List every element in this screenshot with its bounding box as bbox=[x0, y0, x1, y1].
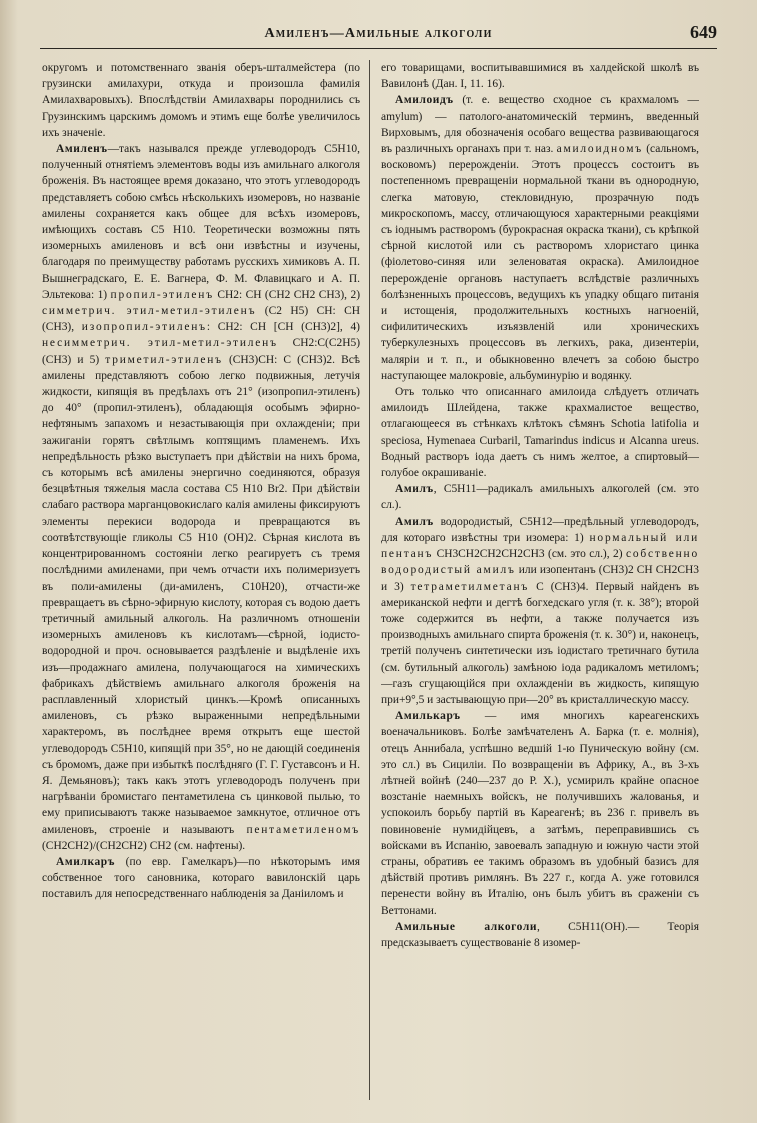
entry-text: , C5H11—радикалъ амильныхъ алкоголей (см. это сл.). bbox=[381, 483, 699, 512]
entry-text: или изопентанъ (CH3)2 CH CH2CH3 и 3) bbox=[381, 564, 699, 593]
entry-text: C (CH3)4. Первый найденъ въ американской нефти и дегтѣ богхедскаго угля (т. к. 38°); второй тоже содержится въ нефти, а также получается изъ производныхъ амильнаго спирта броженія (т. к. 30°) и, наконецъ, третій полученъ синтетически изъ іодистаго третичнаго бутила (см. бутильный алкоголь) замѣною іода радикаломъ метиломъ;—газъ сгущающійся при охлажденіи въ жидкость, кипящую при+9°,5 и застывающую при—20° въ кристаллическую массу. bbox=[381, 580, 699, 706]
headword-amilkar-carthage: Амилькаръ bbox=[395, 710, 461, 723]
entry-text: (CH3)CH: C (CH3)2. Всѣ амилены представляютъ собою легко подвижныя, летучія жидкости, кипящія въ предѣлахъ отъ 21° (изопропил-этиленъ) до 40° (пропил-этиленъ), обладающія особымъ эфирно-нефтянымъ запахомъ и незастывающія при охлажденіи; при зажиганіи горятъ свѣтлымъ коптящимъ пламенемъ. Ихъ непредѣльность рѣзко выступаетъ при дѣйствіи на нихъ брома, съ которымъ всѣ амилены энергично соединяются, образуя безцвѣтныя тяжелыя масла состава C5 H10 Br2. При дѣйствіи слабаго раствора марганцовокислаго калія амилены фиксируютъ элементы перекиси водорода и превращаются въ соотвѣтствующіе гликолы C5 H10 (OH)2. Сѣрная кислота въ концентрированномъ состояніи легко реагируетъ съ тремя послѣдними амиленами, при чемъ отчасти ихъ полимеризуетъ въ поли-амилены (ди-амиленъ, C10H20), отчасти-же превращаетъ въ сѣрно-эфирную кислоту, которая съ водою даетъ третичный амильный алкоголь. На различномъ отношеніи изомерныхъ амиленовъ къ кислотамъ—сѣрной, іодисто-водородной и проч. основывается раздѣленіе и выдѣленіе ихъ изъ—продажнаго амилена, получающагося на химическихъ фабрикахъ дѣйствіемъ амильнаго алкоголя броженія на расплавленный хлористый цинкъ.—Кромѣ описанныхъ амиленовъ, съ рѣзко выраженными непредѣльными характеромъ, въ послѣднее время открытъ еще шестой углеводородъ C5H10, кипящій при 35°, но не дающій соединенія съ бромомъ, даже при избыткѣ послѣдняго (Г. Г. Густавсонъ и Н. Я. Демьяновъ); такъ какъ этотъ углеводородъ полученъ при нагрѣваніи бромистаго пентаметилена съ цинковой пылью, то ему приписываютъ также называемое замкнутое, отличное отъ амиленовъ, строеніе и называютъ bbox=[42, 353, 360, 836]
entry-text: —такъ назывался прежде углеводородъ C5H10, полученный отнятіемъ элементовъ воды изъ амильнаго алкоголя броженія. Въ настоящее время доказано, что этотъ углеводородъ представляетъ собою смѣсь нѣсколькихъ изомеровъ, но названіе амилены сохраняется какъ общее для всѣхъ изомеровъ, имѣющихъ составъ C5 H10. Теоретически возможны пять изомерныхъ амиленовъ и всѣ они извѣстны и изучены, благодаря по преимуществу работамъ русскихъ химиковъ А. П. Вышнеградскаго, Е. Е. Вагнера, Ф. М. Флавицкаго и А. П. Эльтекова: 1) bbox=[42, 143, 360, 301]
entry-amyl-alcohols bbox=[381, 919, 699, 951]
spaced-term: пентаметиленомъ bbox=[246, 823, 360, 836]
spaced-term: симметрич. этил-метил-этиленъ bbox=[42, 305, 257, 318]
headword-amiloid: Амилоидъ bbox=[395, 94, 454, 107]
entry-text: CH3CH2CH2CH2CH3 (см. это сл.), 2) bbox=[433, 548, 626, 561]
right-column bbox=[381, 60, 699, 1105]
entry-text: , C5H11(OH).— Теорія предсказываетъ существованіе 8 изомер- bbox=[381, 920, 699, 949]
entry-amiloid bbox=[381, 92, 699, 384]
headword-amilkar: Амилкаръ bbox=[56, 855, 116, 868]
entry-amilkar bbox=[42, 854, 360, 903]
page-title: Амиленъ—Амильные алкоголи bbox=[264, 26, 493, 41]
paragraph-amilkar-continued: его товарищами, воспитывавшимися въ халдейской школѣ въ Вавилонѣ (Дан. I, 11. 16). bbox=[381, 62, 699, 91]
spaced-term: амилоидномъ bbox=[556, 143, 643, 156]
entry-text: : CH2: CH [CH (CH3)2], 4) bbox=[206, 321, 360, 334]
entry-text: водородистый, C5H12—предѣльный углеводородъ, для котораго извѣстны три изомера: 1) bbox=[381, 515, 699, 544]
entry-text: CH2:C(C2H5)(CH3) и 5) bbox=[42, 337, 360, 366]
spaced-term: собственно водородистый амилъ bbox=[381, 548, 699, 577]
entry-text: — имя многихъ кареагенскихъ военачальниковъ. Болѣе замѣчателенъ А. Барка (т. е. молнія), отецъ Аннибала, успѣшно ведшій 1-ю Пуническую войну (см. это сл.) въ Сициліи. По возвращеніи въ Африку, А., въ 3-хъ лѣтней войнѣ (240—237 до Р. Х.), усмирилъ крайне опасное возстаніе наемныхъ войскъ, не получившихъ жалованья, и успокоилъ борьбу партій въ Кареагенѣ; въ 236 г. привелъ въ повиновеніе нумидійцевъ, а затѣмъ, переправившись съ войсками въ Испанію, завоевалъ западную и южную части этой страны, обративъ ее такимъ образомъ въ удобный базисъ для дѣйствій противъ римлянъ. Въ 227 г., когда А. уже готовился перенести войну въ Италію, онъ былъ убитъ въ сраженіи съ Веттонами. bbox=[381, 710, 699, 917]
entry-text: (по евр. Гамелкаръ)—по нѣкоторымъ имя собственное того сановника, котораго вавилонскій царь поставилъ для непосредственнаго наблюденія за Даніиломъ и bbox=[42, 855, 360, 901]
spaced-term: изопропил-этиленъ bbox=[81, 321, 207, 334]
spaced-term: тетраметилметанъ bbox=[410, 580, 530, 593]
column-divider bbox=[369, 60, 370, 1100]
headword-amilen: Амиленъ bbox=[56, 143, 108, 156]
spaced-term: пропил-этиленъ bbox=[110, 288, 214, 301]
chemical-formula: (CH2CH2)/(CH2CH2) CH2 (см. нафтены). bbox=[42, 839, 246, 852]
entry-text: (C2 H5) CH: CH (CH3), bbox=[42, 305, 360, 334]
entry-amilen bbox=[42, 141, 360, 854]
page-number: 649 bbox=[690, 22, 717, 42]
headword-amil-vodorodisty: Амилъ bbox=[395, 515, 434, 528]
spaced-term: нормальный или пентанъ bbox=[381, 531, 699, 561]
entry-text: (т. е. вещество сходное съ крахмаломъ — amylum) — патолого-анатомическій терминъ, введенный Вирховымъ, для обозначенія особаго вещества развивающагося въ различныхъ органахъ при т. наз. bbox=[381, 94, 699, 156]
running-header bbox=[40, 22, 717, 49]
paragraph-amiloid-schleiden: Отъ только что описаннаго амилоида слѣдуетъ отличать амилоидъ Шлейдена, также крахмалистое вещество, отлагающееся въ стѣнкахъ клѣтокъ сѣмянъ Schotia latifolia и speciosa, Hymenaea Curbaril, Tamarindus indicus и Alcanna ureus. Водный растворъ іода даетъ съ нимъ желтое, а спиртовый—голубое окрашиваніе. bbox=[381, 386, 699, 480]
entry-text: CH2: CH (CH2 CH2 CH3), 2) bbox=[213, 288, 360, 301]
spaced-term: триметил-этиленъ bbox=[105, 353, 223, 366]
headword-amil: Амилъ bbox=[395, 483, 434, 496]
spaced-term: несимметрич. этил-метил-этиленъ bbox=[42, 337, 278, 350]
entry-text: (сальномъ, восковомъ) перерожденіи. Этотъ процессъ состоитъ въ постепенномъ превращеніи нормальной ткани въ однородную, слегка матовую, стекловидную, прозрачную подъ микроскопомъ, массу, отличающуюся характерными реакціями съ іоднымъ растворомъ (бурокрасная окраска ткани), съ крѣпкой сѣрной кислотой или съ растворомъ хлористаго цинка (фіолетово-синяя или зеленоватая окраска). Амилоидное перерожденіе органовъ наступаетъ вслѣдствіе различныхъ болѣзненныхъ процессовъ, ведущихъ къ упадку общаго питанія и истощенія, продолжительныхъ костныхъ нагноеній, сифилитическихъ изъязвленій или хроническихъ туберкулезныхъ процессовъ въ легкихъ, рака, дизентеріи, маляріи и т. п., и обыкновенно влечетъ за собою быстро наступающее малокровіе, альбуминурію и водянку. bbox=[381, 143, 699, 382]
paragraph-amilakhvari-continued: округомъ и потомственнаго званія оберъ-шталмейстера (по грузински амилахури, откуда и произошла фамилія Амилахваровыхъ). Впослѣдствіи Амилахвары породнились съ Грузинскимъ царскимъ домомъ и этимъ еще болѣе увеличилось ихъ значеніе. bbox=[42, 62, 360, 139]
headword-amyl-alcohols: Амильные алкоголи bbox=[395, 920, 538, 933]
left-column bbox=[42, 60, 360, 1105]
entry-amil-vodorodisty bbox=[381, 514, 699, 708]
entry-amilkar-carthage bbox=[381, 708, 699, 919]
entry-amil bbox=[381, 481, 699, 513]
